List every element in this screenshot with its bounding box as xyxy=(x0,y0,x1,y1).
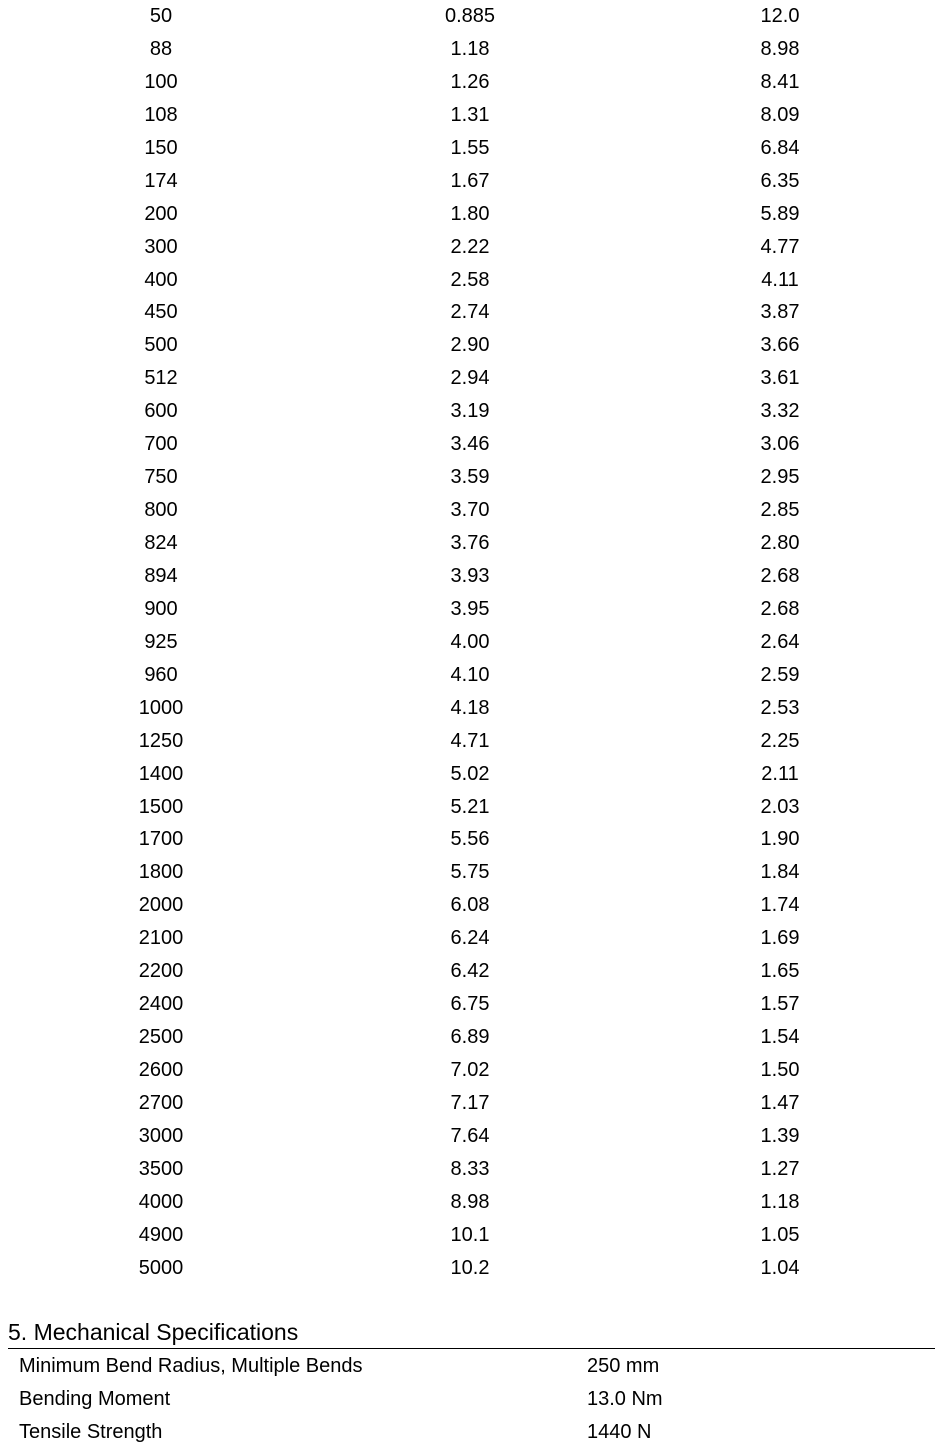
table-row xyxy=(0,395,945,428)
table-row xyxy=(0,494,945,527)
table-cell: 8.98 xyxy=(760,37,800,60)
table-cell: 4.00 xyxy=(450,630,490,653)
table-cell: 3.32 xyxy=(760,400,800,423)
table-row xyxy=(0,296,945,329)
table-row xyxy=(0,231,945,264)
table-cell: 3.93 xyxy=(450,564,490,587)
table-cell: 5000 xyxy=(138,1256,184,1279)
table-cell: 5.02 xyxy=(450,762,490,785)
table-cell: 1.54 xyxy=(760,1026,800,1049)
table-cell: 1800 xyxy=(138,861,184,884)
table-cell: 1.57 xyxy=(760,993,800,1016)
table-cell: 1.65 xyxy=(760,960,800,983)
table-row xyxy=(0,1186,945,1219)
table-row xyxy=(0,692,945,725)
table-row xyxy=(0,264,945,297)
table-row xyxy=(0,560,945,593)
table-row xyxy=(0,1087,945,1120)
table-cell: 1.31 xyxy=(450,103,490,126)
table-cell: 4.77 xyxy=(760,235,800,258)
spec-label: Tensile Strength xyxy=(19,1421,163,1443)
table-cell: 2.58 xyxy=(450,268,490,291)
table-cell: 750 xyxy=(144,466,178,489)
table-cell: 3.95 xyxy=(450,597,490,620)
table-cell: 5.75 xyxy=(450,861,490,884)
table-cell: 12.0 xyxy=(760,5,800,27)
table-cell: 1.69 xyxy=(760,927,800,950)
table-row xyxy=(0,659,945,692)
table-cell: 300 xyxy=(144,235,178,258)
table-cell: 200 xyxy=(144,202,178,225)
table-cell: 2.74 xyxy=(450,301,490,324)
table-cell: 1.39 xyxy=(760,1124,800,1147)
table-cell: 3.06 xyxy=(760,433,800,456)
table-cell: 4.18 xyxy=(450,696,490,719)
table-cell: 3500 xyxy=(138,1157,184,1180)
table-row xyxy=(0,856,945,889)
table-cell: 3.70 xyxy=(450,499,490,522)
table-cell: 10.1 xyxy=(450,1223,490,1246)
table-cell: 1.74 xyxy=(760,894,800,917)
table-cell: 824 xyxy=(144,532,178,554)
spec-row xyxy=(0,1383,945,1416)
spec-row xyxy=(0,1416,945,1449)
table-cell: 150 xyxy=(144,136,178,159)
table-cell: 7.02 xyxy=(450,1059,490,1081)
table-row xyxy=(0,362,945,395)
table-cell: 2000 xyxy=(138,894,184,917)
table-cell: 1.05 xyxy=(760,1223,800,1246)
spec-value: 250 mm xyxy=(587,1355,660,1377)
table-cell: 2.53 xyxy=(760,696,800,719)
table-cell: 1.50 xyxy=(760,1059,800,1081)
table-cell: 88 xyxy=(149,37,173,60)
table-row xyxy=(0,461,945,494)
mechanical-spec-list xyxy=(0,1350,945,1449)
table-cell: 2.85 xyxy=(760,499,800,522)
table-row xyxy=(0,99,945,132)
table-cell: 5.89 xyxy=(760,202,800,225)
table-cell: 8.41 xyxy=(760,70,800,93)
table-cell: 1.18 xyxy=(760,1190,800,1213)
table-cell: 400 xyxy=(144,268,178,291)
table-cell: 8.98 xyxy=(450,1190,490,1213)
table-cell: 1.18 xyxy=(450,37,490,60)
table-cell: 108 xyxy=(144,103,178,126)
table-cell: 3.19 xyxy=(450,400,490,423)
table-cell: 1.90 xyxy=(760,828,800,851)
table-cell: 1.26 xyxy=(450,70,490,93)
table-cell: 2400 xyxy=(138,993,184,1016)
table-cell: 4.71 xyxy=(450,729,490,752)
table-cell: 1.47 xyxy=(760,1091,800,1114)
table-row xyxy=(0,1054,945,1087)
table-row xyxy=(0,1153,945,1186)
table-cell: 2100 xyxy=(138,927,184,950)
table-cell: 2.80 xyxy=(760,532,800,554)
table-cell: 6.24 xyxy=(450,927,490,950)
table-row xyxy=(0,626,945,659)
spec-label: Minimum Bend Radius, Multiple Bends xyxy=(19,1355,363,1377)
table-cell: 7.17 xyxy=(450,1091,490,1114)
table-row xyxy=(0,922,945,955)
table-row xyxy=(0,165,945,198)
table-cell: 3.76 xyxy=(450,532,490,554)
table-cell: 450 xyxy=(144,301,178,324)
table-cell: 2.90 xyxy=(450,334,490,357)
table-cell: 2.59 xyxy=(760,663,800,686)
table-cell: 3.46 xyxy=(450,433,490,456)
table-cell: 100 xyxy=(144,70,178,93)
table-cell: 4900 xyxy=(138,1223,184,1246)
table-cell: 2700 xyxy=(138,1091,184,1114)
table-cell: 5.56 xyxy=(450,828,490,851)
table-cell: 2.22 xyxy=(450,235,490,258)
table-cell: 2600 xyxy=(138,1059,184,1081)
table-row xyxy=(0,0,945,33)
table-cell: 3.87 xyxy=(760,301,800,324)
table-cell: 6.35 xyxy=(760,169,800,192)
table-cell: 6.75 xyxy=(450,993,490,1016)
table-row xyxy=(0,66,945,99)
table-cell: 2200 xyxy=(138,960,184,983)
table-row xyxy=(0,758,945,791)
table-cell: 10.2 xyxy=(450,1256,490,1279)
table-row xyxy=(0,132,945,165)
table-cell: 925 xyxy=(144,630,178,653)
table-cell: 2.11 xyxy=(761,762,799,785)
table-row xyxy=(0,823,945,856)
table-cell: 500 xyxy=(144,334,178,357)
table-cell: 0.885 xyxy=(444,5,496,27)
table-cell: 8.33 xyxy=(450,1157,490,1180)
table-cell: 512 xyxy=(144,367,178,390)
table-row xyxy=(0,33,945,66)
table-cell: 1700 xyxy=(138,828,184,851)
spec-row xyxy=(0,1350,945,1383)
table-row xyxy=(0,889,945,922)
table-cell: 960 xyxy=(144,663,178,686)
table-cell: 1250 xyxy=(138,729,184,752)
spec-label: Bending Moment xyxy=(19,1388,171,1410)
table-cell: 7.64 xyxy=(450,1124,490,1147)
table-row xyxy=(0,527,945,560)
table-cell: 1000 xyxy=(138,696,184,719)
table-cell: 2.25 xyxy=(760,729,800,752)
table-cell: 800 xyxy=(144,499,178,522)
section-divider xyxy=(8,1348,935,1349)
table-cell: 5.21 xyxy=(450,795,490,818)
table-row xyxy=(0,988,945,1021)
spec-value: 13.0 Nm xyxy=(587,1388,663,1410)
table-cell: 6.08 xyxy=(450,894,490,917)
table-cell: 50 xyxy=(149,5,173,27)
table-cell: 2.64 xyxy=(760,630,800,653)
table-cell: 4000 xyxy=(138,1190,184,1213)
table-cell: 8.09 xyxy=(760,103,800,126)
table-cell: 3.66 xyxy=(760,334,800,357)
table-cell: 4.11 xyxy=(761,268,799,291)
table-cell: 1.27 xyxy=(760,1157,800,1180)
section-heading: 5. Mechanical Specifications xyxy=(8,1319,299,1345)
table-cell: 1.55 xyxy=(450,136,490,159)
table-cell: 2500 xyxy=(138,1026,184,1049)
table-cell: 2.94 xyxy=(450,367,490,390)
table-cell: 3.61 xyxy=(760,367,800,390)
table-cell: 2.68 xyxy=(760,564,800,587)
table-cell: 2.95 xyxy=(760,466,800,489)
table-cell: 174 xyxy=(144,169,178,192)
table-row xyxy=(0,1021,945,1054)
table-cell: 6.42 xyxy=(450,960,490,983)
table-row xyxy=(0,1219,945,1252)
table-cell: 2.03 xyxy=(760,795,800,818)
table-cell: 1500 xyxy=(138,795,184,818)
table-row xyxy=(0,428,945,461)
table-cell: 1.67 xyxy=(450,169,490,192)
table-cell: 1.80 xyxy=(450,202,490,225)
table-cell: 6.89 xyxy=(450,1026,490,1049)
table-cell: 894 xyxy=(144,564,178,587)
table-cell: 900 xyxy=(144,597,178,620)
table-row xyxy=(0,1120,945,1153)
table-cell: 1.84 xyxy=(760,861,800,884)
table-row xyxy=(0,329,945,362)
table-cell: 1.04 xyxy=(760,1256,800,1279)
table-cell: 700 xyxy=(144,433,178,456)
table-cell: 1400 xyxy=(138,762,184,785)
table-cell: 2.68 xyxy=(760,597,800,620)
table-row xyxy=(0,198,945,231)
table-row xyxy=(0,593,945,626)
table-cell: 6.84 xyxy=(760,136,800,159)
table-row xyxy=(0,725,945,758)
table-cell: 3.59 xyxy=(450,466,490,489)
table-cell: 600 xyxy=(144,400,178,423)
table-row xyxy=(0,1252,945,1285)
table-row xyxy=(0,791,945,824)
table-cell: 4.10 xyxy=(450,663,490,686)
table-cell: 3000 xyxy=(138,1124,184,1147)
table-row xyxy=(0,955,945,988)
spec-value: 1440 N xyxy=(587,1421,652,1443)
